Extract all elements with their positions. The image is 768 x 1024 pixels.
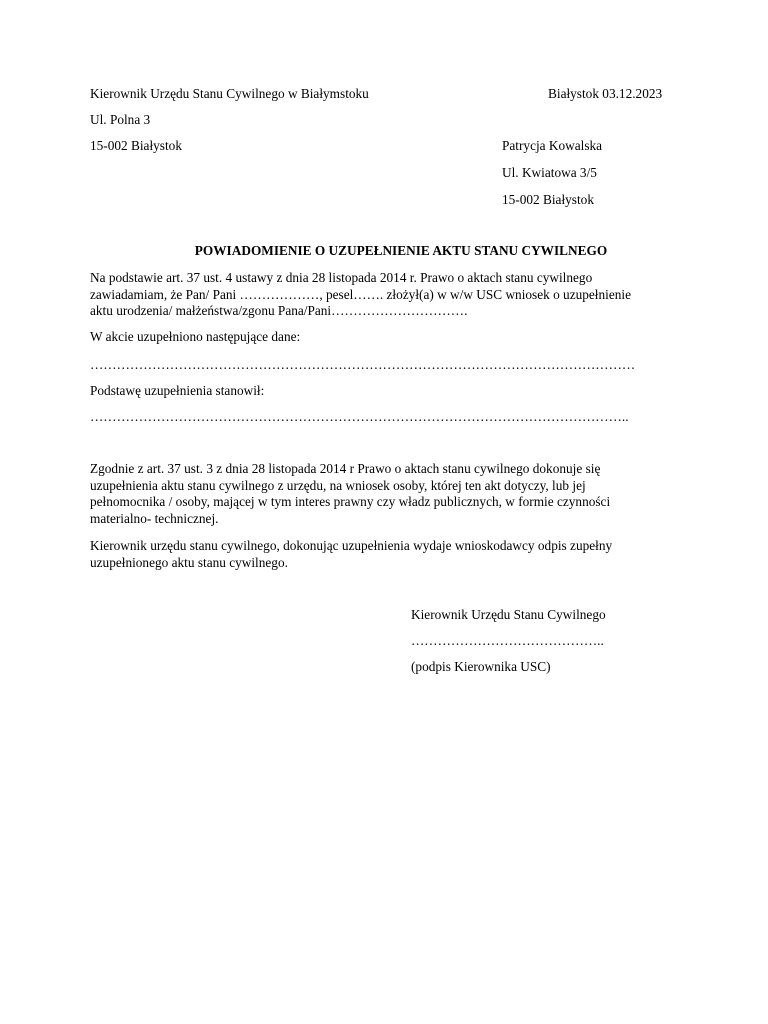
document-title: POWIADOMIENIE O UZUPEŁNIENIE AKTU STANU CYWILNEGO	[194, 243, 608, 258]
signature-line: ……………………………………..	[411, 633, 604, 648]
sender-street: Ul. Polna 3	[90, 112, 151, 127]
intro-paragraph	[90, 270, 690, 320]
sender-office: Kierownik Urzędu Stanu Cywilnego w Białymstoku	[90, 86, 369, 101]
signature-caption: (podpis Kierownika USC)	[411, 659, 551, 674]
sender-city: 15-002 Białystok	[90, 138, 182, 153]
legal-line: Zgodnie z art. 37 ust. 3 z dnia 28 listopada 2014 r Prawo o aktach stanu cywilnego dokonuje się	[90, 461, 601, 476]
legal-line: pełnomocnika / osoby, mającej w tym interes prawny czy władz publicznych, w formie czynności	[90, 494, 611, 509]
closing-paragraph	[90, 538, 690, 571]
recipient-name: Patrycja Kowalska	[502, 138, 603, 153]
intro-line: Na podstawie art. 37 ust. 4 ustawy z dnia 28 listopada 2014 r. Prawo o aktach stanu cywilnego	[90, 270, 593, 285]
basis-label: Podstawę uzupełnienia stanowił:	[90, 383, 265, 398]
legal-paragraph	[90, 461, 690, 527]
intro-line: zawiadamiam, że Pan/ Pani ………………, pesel……. złożył(a) w w/w USC wniosek o uzupełnienie	[90, 286, 631, 302]
basis-dots: …………………………………………………………………………………………………………..	[90, 409, 629, 424]
closing-line: uzupełnionego aktu stanu cywilnego.	[90, 554, 288, 570]
place-date: Białystok 03.12.2023	[548, 86, 663, 101]
closing-line: Kierownik urzędu stanu cywilnego, dokonując uzupełnienia wydaje wnioskodawcy odpis zupełny	[90, 538, 613, 553]
completed-data-label: W akcie uzupełniono następujące dane:	[90, 329, 301, 344]
signature-role: Kierownik Urzędu Stanu Cywilnego	[411, 607, 606, 622]
recipient-city: 15-002 Białystok	[502, 192, 594, 207]
legal-line: materialno- technicznej.	[90, 510, 219, 526]
legal-line: uzupełnienia aktu stanu cywilnego z urzędu, na wniosek osoby, której ten akt dotyczy, lub jej	[90, 477, 586, 493]
intro-line: aktu urodzenia/ małżeństwa/zgonu Pana/Pani………………………….	[90, 303, 468, 318]
recipient-street: Ul. Kwiatowa 3/5	[502, 165, 597, 180]
completed-data-dots: ……………………………………………………………………………………………………………	[90, 357, 636, 372]
